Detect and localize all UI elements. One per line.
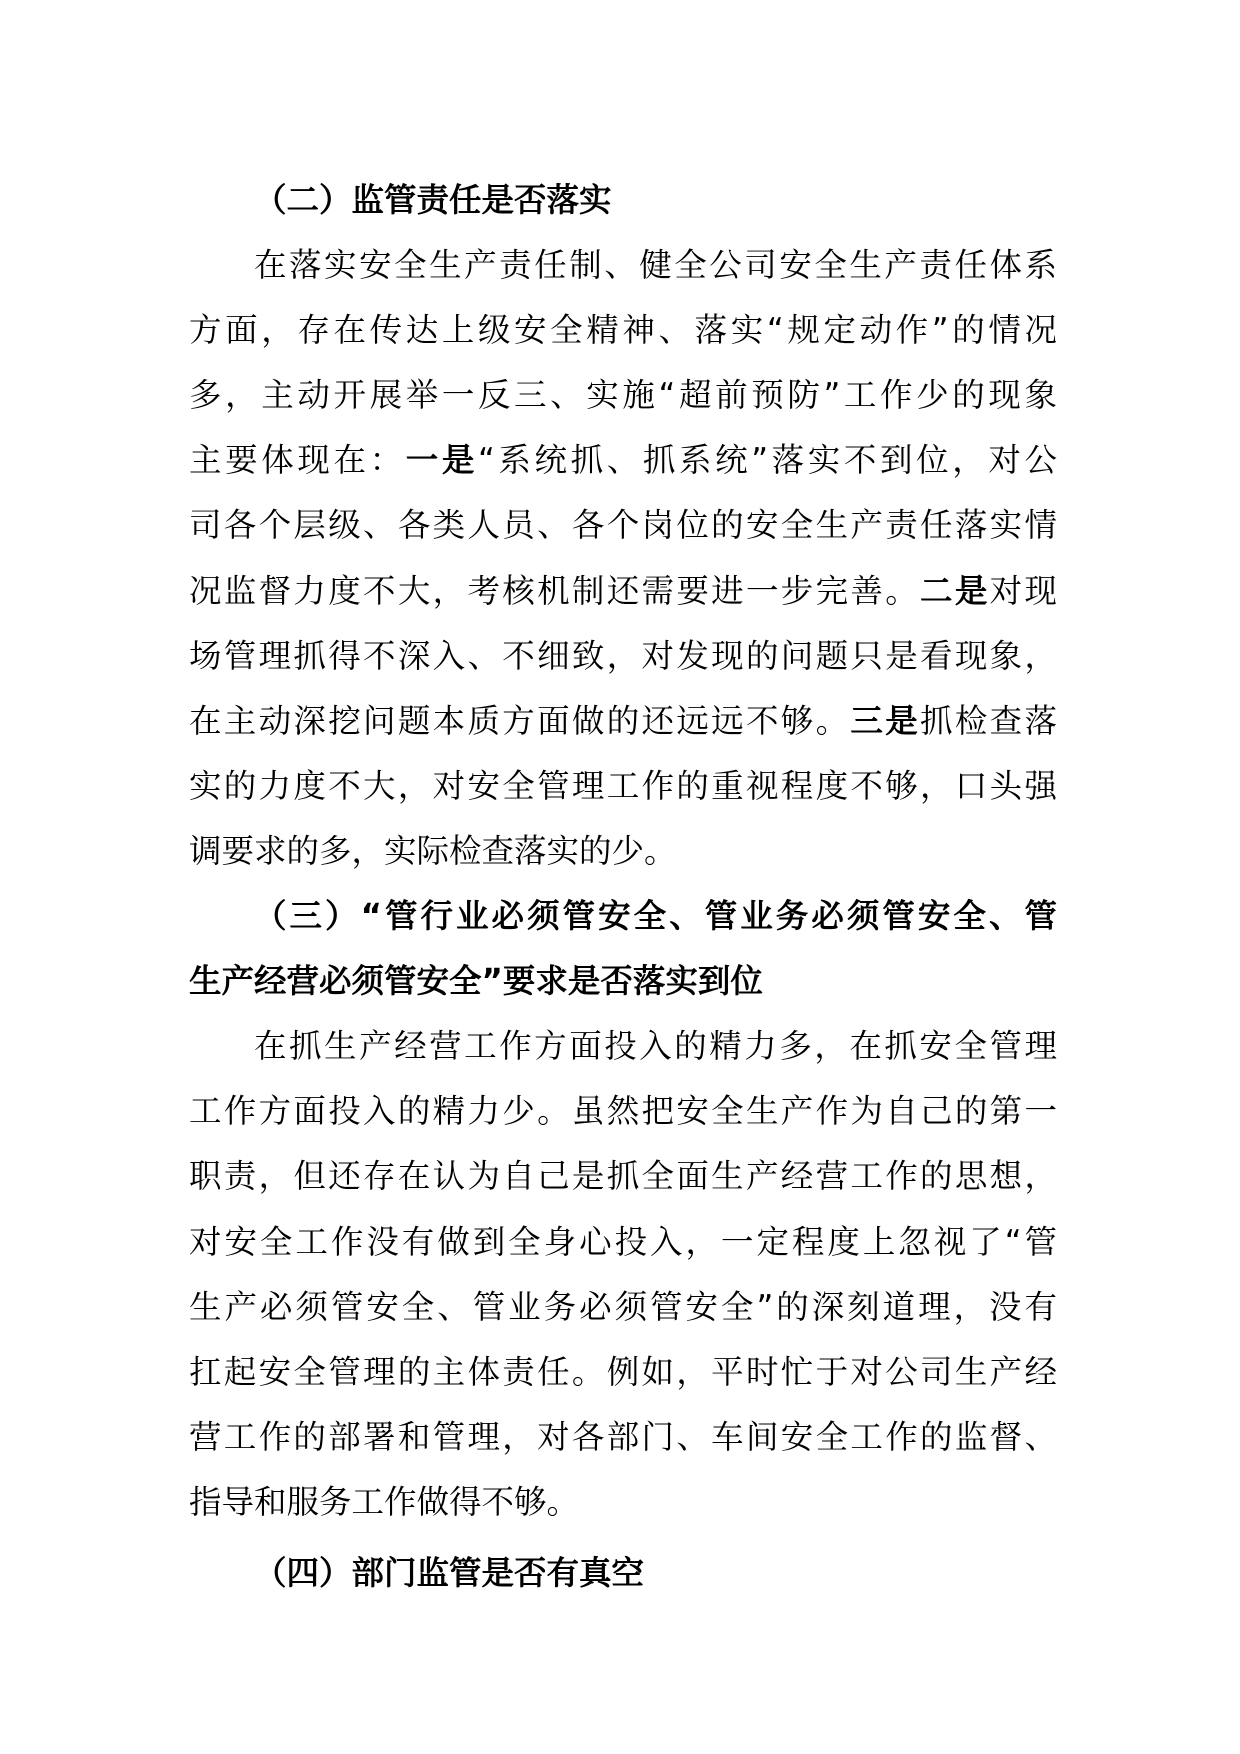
heading-text: 生产经营必须管安全”要求是否落实到位 bbox=[189, 962, 763, 1001]
paragraph-line: 方面，存在传达上级安全精神、落实“规定动作”的情况 bbox=[189, 311, 1057, 350]
paragraph-line: 对安全工作没有做到全身心投入，一定程度上忽视了“管 bbox=[189, 1222, 1057, 1261]
paragraph-line: 调要求的多，实际检查落实的少。 bbox=[189, 831, 677, 870]
paragraph-line: 在主动深挖问题本质方面做的还远远不够。三是抓检查落 bbox=[189, 701, 1057, 740]
emphasis-second: 二是 bbox=[920, 571, 990, 610]
paragraph-line: 在抓生产经营工作方面投入的精力多，在抓安全管理 bbox=[254, 1027, 1057, 1066]
paragraph bbox=[189, 1014, 1057, 1535]
paragraph-line: 工作方面投入的精力少。虽然把安全生产作为自己的第一 bbox=[189, 1092, 1057, 1131]
paragraph-line: 司各个层级、各类人员、各个岗位的安全生产责任落实情 bbox=[189, 506, 1057, 545]
paragraph bbox=[189, 233, 1057, 884]
heading-text: （三）“管行业必须管安全、管业务必须管安全、管 bbox=[254, 897, 1057, 936]
emphasis-third: 三是 bbox=[850, 701, 921, 740]
document-page bbox=[189, 168, 1057, 1606]
paragraph-line: 指导和服务工作做得不够。 bbox=[189, 1482, 580, 1521]
section-heading bbox=[189, 884, 1057, 949]
heading-text: （二）监管责任是否落实 bbox=[254, 181, 612, 219]
paragraph-line: 生产必须管安全、管业务必须管安全”的深刻道理，没有 bbox=[189, 1287, 1057, 1326]
heading-text: （四）部门监管是否有真空 bbox=[254, 1553, 645, 1592]
paragraph-line: 扛起安全管理的主体责任。例如，平时忙于对公司生产经 bbox=[189, 1352, 1057, 1391]
paragraph-line: 职责，但还存在认为自己是抓全面生产经营工作的思想， bbox=[189, 1157, 1057, 1196]
paragraph-line: 实的力度不大，对安全管理工作的重视程度不够，口头强 bbox=[189, 766, 1057, 805]
emphasis-first: 一是 bbox=[405, 441, 478, 480]
section-heading bbox=[189, 1541, 1057, 1606]
paragraph-line: 多，主动开展举一反三、实施“超前预防”工作少的现象 bbox=[189, 376, 1057, 415]
section-heading-continued bbox=[189, 949, 1057, 1014]
section-heading bbox=[189, 168, 1057, 233]
paragraph-line: 主要体现在：一是“系统抓、抓系统”落实不到位，对公 bbox=[189, 441, 1057, 480]
paragraph-line: 在落实安全生产责任制、健全公司安全生产责任体系 bbox=[254, 246, 1057, 285]
paragraph-line: 场管理抓得不深入、不细致，对发现的问题只是看现象， bbox=[189, 636, 1057, 675]
paragraph-line: 营工作的部署和管理，对各部门、车间安全工作的监督、 bbox=[189, 1417, 1057, 1456]
paragraph-line: 况监督力度不大，考核机制还需要进一步完善。二是对现 bbox=[189, 571, 1057, 610]
